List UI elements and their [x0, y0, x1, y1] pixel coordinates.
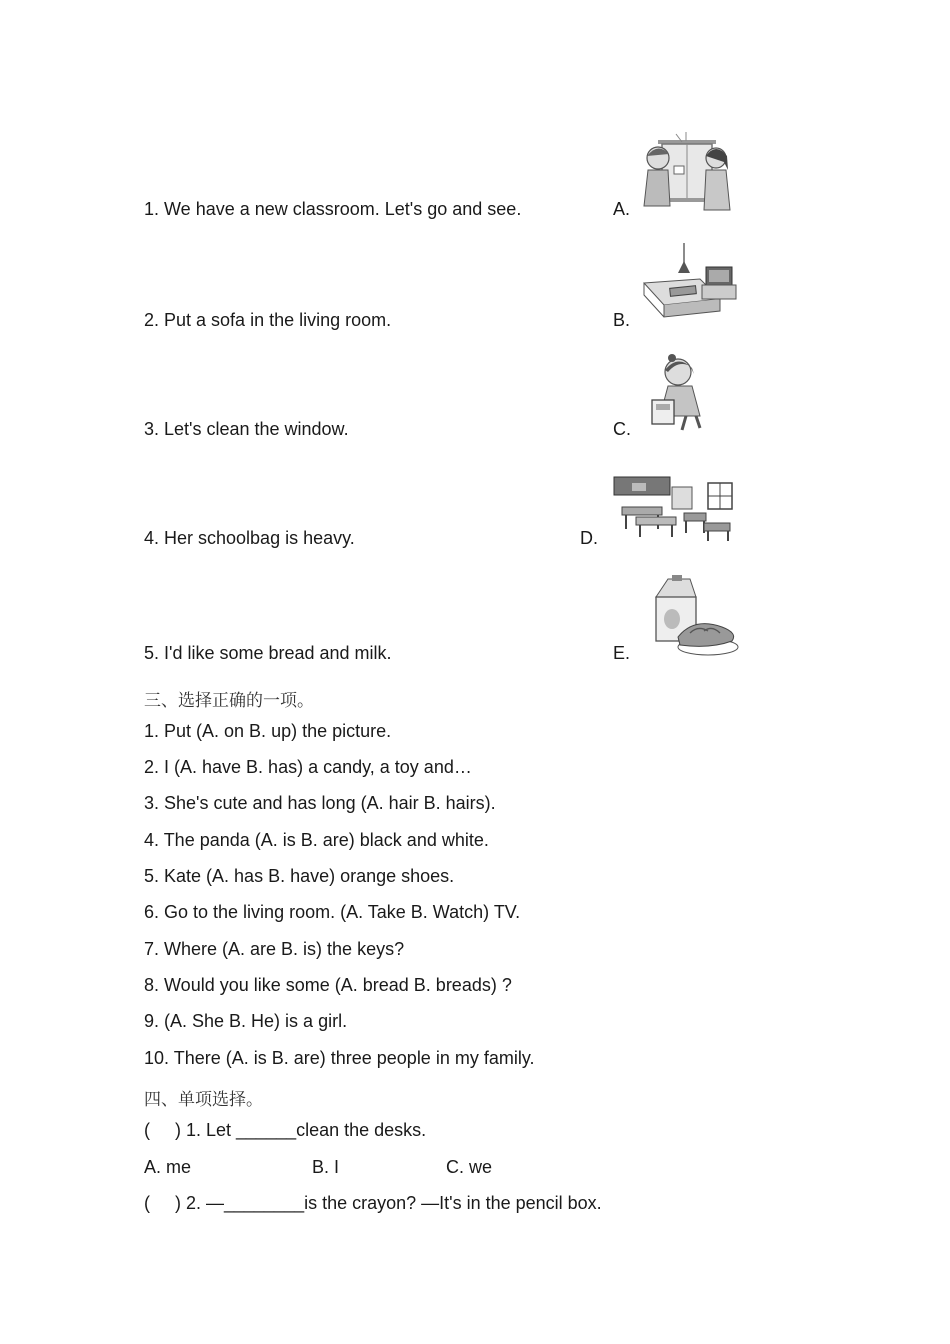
- section3-item-2: 2. I (A. have B. has) a candy, a toy and…: [144, 757, 472, 777]
- living-room-furniture-picture: [640, 243, 740, 323]
- section3-item-9: 9. (A. She B. He) is a girl.: [144, 1011, 348, 1031]
- section3-item-5: 5. Kate (A. has B. have) orange shoes.: [144, 866, 455, 886]
- section4-q1-option-b: B. I: [312, 1157, 340, 1177]
- section4-question-2: ( ) 2. —________is the crayon? —It's in the pencil box.: [144, 1193, 602, 1213]
- matching-question-5: 5. I'd like some bread and milk.: [144, 643, 392, 663]
- matching-question-1: 1. We have a new classroom. Let's go and see.: [144, 199, 522, 219]
- option-label-b: B.: [613, 310, 631, 330]
- girl-carrying-heavy-bag-picture: [646, 352, 716, 432]
- matching-question-2: 2. Put a sofa in the living room.: [144, 310, 392, 330]
- section4-q1-option-c: C. we: [446, 1157, 493, 1177]
- matching-question-4: 4. Her schoolbag is heavy.: [144, 528, 355, 548]
- section3-item-3: 3. She's cute and has long (A. hair B. hairs).: [144, 793, 496, 813]
- section4-question-1: ( ) 1. Let ______clean the desks.: [144, 1120, 427, 1140]
- option-label-c: C.: [613, 419, 631, 439]
- option-label-a: A.: [613, 199, 631, 219]
- section3-item-1: 1. Put (A. on B. up) the picture.: [144, 721, 392, 741]
- option-label-e: E.: [613, 643, 631, 663]
- section3-item-7: 7. Where (A. are B. is) the keys?: [144, 939, 405, 959]
- section3-item-8: 8. Would you like some (A. bread B. breads) ?: [144, 975, 512, 995]
- classroom-picture: [612, 473, 736, 545]
- section3-item-4: 4. The panda (A. is B. are) black and white.: [144, 830, 489, 850]
- bread-and-milk-picture: [650, 575, 740, 657]
- section3-heading: 三、选择正确的一项。: [144, 691, 314, 711]
- option-label-d: D.: [580, 528, 598, 548]
- section3-item-6: 6. Go to the living room. (A. Take B. Watch) TV.: [144, 902, 521, 922]
- section4-heading: 四、单项选择。: [144, 1090, 263, 1110]
- two-girls-cleaning-window-picture: [640, 132, 735, 214]
- section4-q1-option-a: A. me: [144, 1157, 192, 1177]
- matching-question-3: 3. Let's clean the window.: [144, 419, 349, 439]
- section3-item-10: 10. There (A. is B. are) three people in my family.: [144, 1048, 535, 1068]
